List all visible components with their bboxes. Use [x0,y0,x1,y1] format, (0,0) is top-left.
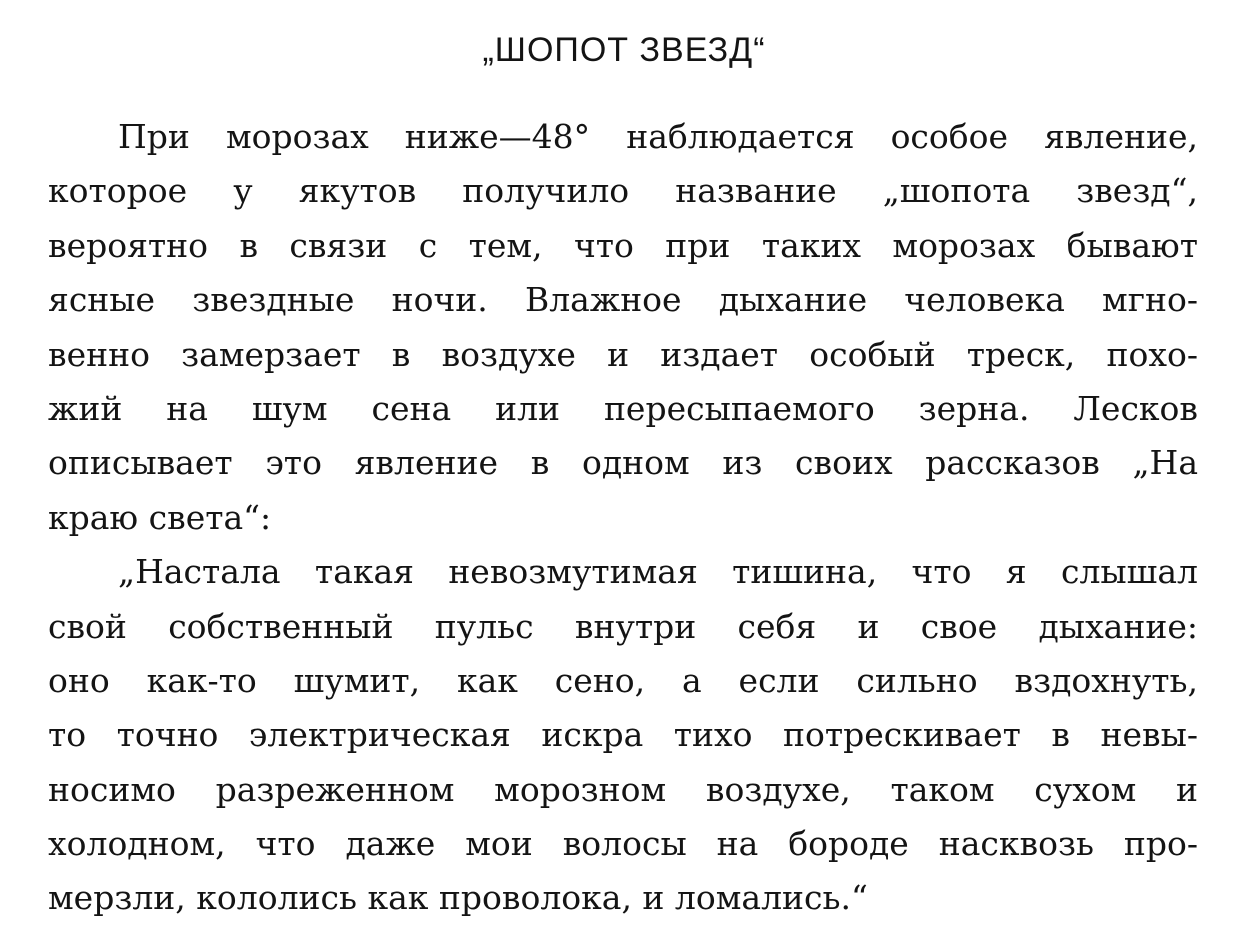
text-line: „Настала такая невозмутимая тишина, что я слышал [118,552,1198,592]
text-line: носимо разреженном морозном воздухе, таком сухом и [48,769,1198,809]
text-line: жий на шум сена или пересыпаемого зерна. Лесков [48,388,1198,428]
text-line: свой собственный пульс внутри себя и свое дыхание: [48,606,1198,646]
text-line: венно замерзает в воздухе и издает особый треск, похо- [48,334,1198,374]
text-line: холодном, что даже мои волосы на бороде насквозь про- [48,824,1198,864]
text-line: вероятно в связи с тем, что при таких морозах бывают [48,225,1198,265]
text-line: то точно электрическая искра тихо потрескивает в невы- [48,715,1198,755]
text-line: При морозах ниже—48° наблюдается особое явление, [118,117,1198,156]
text-line: краю света“: [48,497,272,537]
text-line: описывает это явление в одном из своих рассказов „На [48,443,1198,483]
document-title: „ШОПОТ ЗВЕЗД“ [482,31,766,69]
document-body [48,110,1198,926]
text-line: оно как-то шумит, как сено, а если сильно вздохнуть, [48,660,1198,700]
text-line: ясные звездные ночи. Влажное дыхание человека мгно- [48,280,1198,320]
text-line: которое у якутов получило название „шопота звезд“, [48,171,1198,211]
text-line: мерзли, кололись как проволока, и ломались.“ [48,878,868,918]
